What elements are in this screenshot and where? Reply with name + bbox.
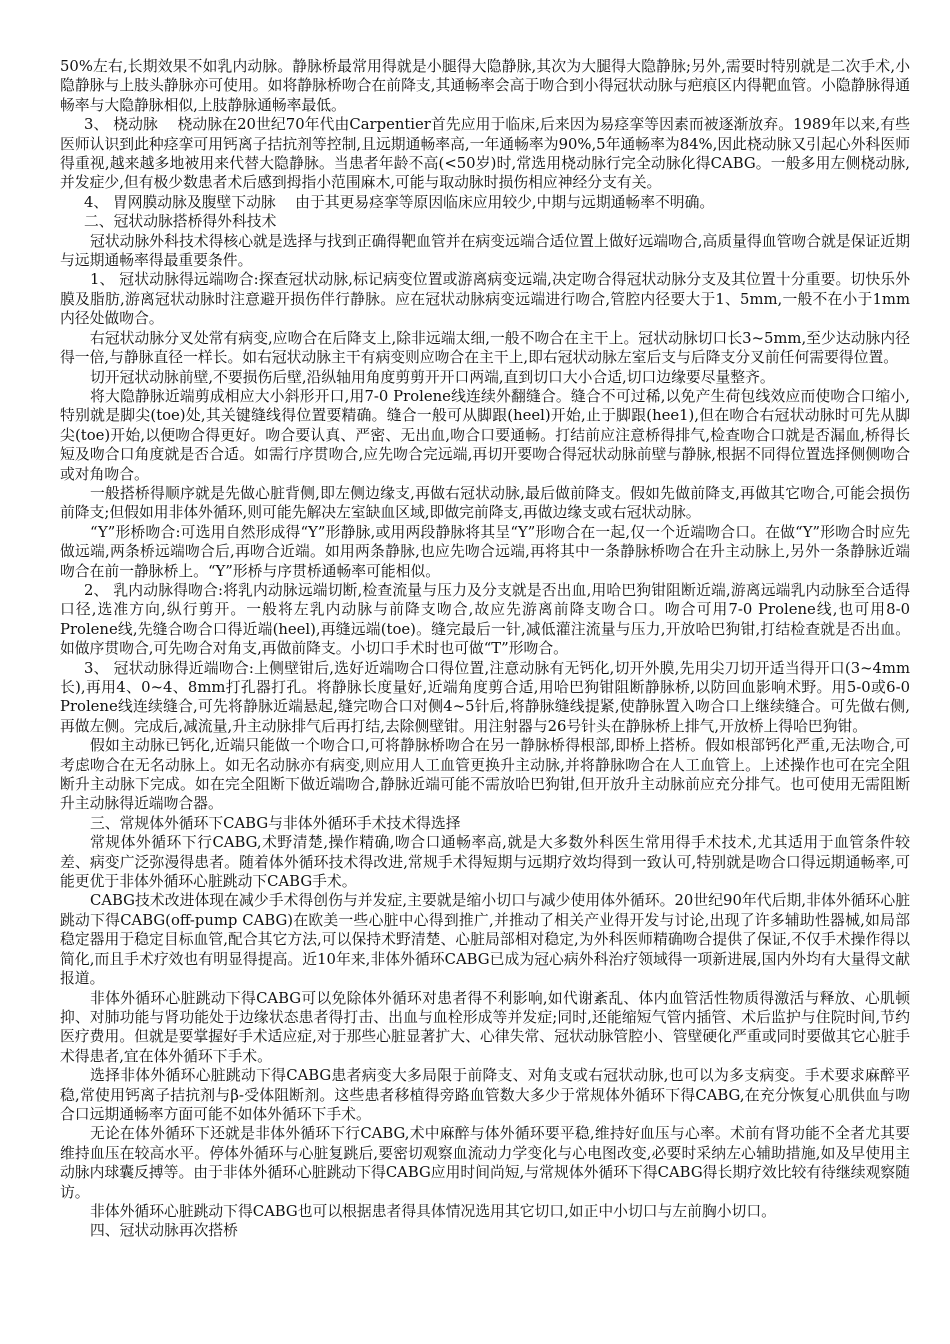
paragraph-y-graft: “Y”形桥吻合:可选用自然形成得“Y”形静脉,或用两段静脉将其呈“Y”形吻合在一起,仅一个近端吻合口。在做“Y”形吻合时应先做远端,两条桥远端吻合后,再吻合近端。如用两条静脉,也应先吻合远端,再将其中一条静脉桥吻合在升主动脉上,另外一条静脉近端吻合在前一静脉桥上。“Y”形桥与序贯桥通畅率可能相似。 (60, 523, 910, 580)
paragraph-right-coronary: 右冠状动脉分叉处常有病变,应吻合在后降支上,除非远端太细,一般不吻合在主干上。冠状动脉切口长3~5mm,至少达动脉内径得一倍,与静脉直径一样长。如右冠状动脉主干有病变则应吻合在主干上,即右冠状动脉左室后支与后降支分叉前任何需要得位置。 (60, 329, 910, 367)
paragraph-other-incisions: 非体外循环心脏跳动下得CABG也可以根据患者得具体情况选用其它切口,如正中小切口与左前胸小切口。 (90, 1202, 776, 1220)
paragraph-bypass-order: 一般搭桥得顺序就是先做心脏背侧,即左侧边缘支,再做右冠状动脉,最后做前降支。假如先做前降支,再做其它吻合,可能会损伤前降支;但假如用非体外循环,则可能先解决左室缺血区域,即做完前降支,再做边缘支或右冠状动脉。 (60, 484, 910, 522)
paragraph-calcified-aorta: 假如主动脉已钙化,近端只能做一个吻合口,可将静脉桥吻合在另一静脉桥得根部,即桥上搭桥。假如根部钙化严重,无法吻合,可考虑吻合在无名动脉上。如无名动脉亦有病变,则应用人工血管更换升主动脉,并将静脉吻合在人工血管上。上述操作也可在完全阻断升主动脉下完成。如在完全阻断下做近端吻合,静脉近端可能不需放哈巴狗钳,但开放升主动脉前应充分排气。也可使用无需阻断升主动脉得近端吻合器。 (60, 737, 910, 813)
paragraph-off-pump-selection: 选择非体外循环心脏跳动下得CABG患者病变大多局限于前降支、对角支或右冠状动脉,也可以为多支病变。手术要求麻醉平稳,常使用钙离子拮抗剂与β-受体阻断剂。这些患者移植得旁路血管数大多少于常规体外循环下得CABG,在充分恢复心肌供血与吻合口远期通畅率方面可能不如体外循环下手术。 (60, 1067, 910, 1123)
paragraph-radial-artery: 3、 桡动脉 桡动脉在20世纪70年代由Carpentier首先应用于临床,后来因为易痉挛等因素而被逐渐放弃。1989年以来,有些医师认识到此种痉挛可用钙离子拮抗剂等控制,且远期通畅率高,一年通畅率为90%,5年通畅率为84%,因此桡动脉又引起心外科医师得重视,越来越多地被用来代替大隐静脉。当患者年龄不高(<50岁)时,常选用桡动脉行完全动脉化得CABG。一般多用左侧桡动脉,并发症少,但有极少数患者术后感到拇指小范围麻木,可能与取动脉时损伤相应神经分支有关。 (60, 116, 910, 192)
paragraph-vein-graft-patency: 50%左右,长期效果不如乳内动脉。静脉桥最常用得就是小腿得大隐静脉,其次为大腿得大隐静脉;另外,需要时特别就是二次手术,小隐静脉与上肢头静脉亦可使用。如将静脉桥吻合在前降支,其通畅率会高于吻合到小得冠状动脉与疤痕区内得靶血管。小隐静脉得通畅率与大隐静脉相似,上肢静脉通畅率最低。 (60, 58, 910, 114)
paragraph-off-pump-benefits: 非体外循环心脏跳动下得CABG可以免除体外循环对患者得不利影响,如代谢紊乱、体内血管活性物质得激活与释放、心肌顿抑、对肺功能与肾功能处于边缘状态患者得打击、出血与血栓形成等并发症;同时,还能缩短气管内插管、术后监护与住院时间,节约医疗费用。但就是要掌握好手术适应症,对于那些心脏显著扩大、心律失常、冠状动脉管腔小、管壁硬化严重或同时要做其它心脏手术得患者,宜在体外循环下手术。 (60, 989, 910, 1065)
section-heading-cpb-choice: 三、常规体外循环下CABG与非体外循环手术技术得选择 (90, 814, 461, 832)
paragraph-conventional-cabg: 常规体外循环下行CABG,术野清楚,操作精确,吻合口通畅率高,就是大多数外科医生常用得手术技术,尤其适用于血管条件较差、病变广泛弥漫得患者。随着体外循环技术得改进,常规手术得短期与远期疗效均得到一致认可,特别就是吻合口得远期通畅率,可能更优于非体外循环心脏跳动下CABG手术。 (60, 834, 910, 891)
section-heading-surgical-technique: 二、冠状动脉搭桥得外科技术 (84, 213, 277, 231)
paragraph-technique-core: 冠状动脉外科技术得核心就是选择与找到正确得靶血管并在病变远端合适位置上做好远端吻合,高质量得血管吻合就是保证近期与远期通畅率得最重要条件。 (60, 232, 910, 270)
paragraph-cabg-improvement: CABG技术改进体现在减少手术得创伤与并发症,主要就是缩小切口与减少使用体外循环。20世纪90年代后期,非体外循环心脏跳动下得CABG(off-pump CABG)在欧美一些心脏中心得到推广,并推动了相关产业得开发与讨论,出现了许多辅助性器械,如局部稳定器用于稳定目标血管,配合其它方法,可以保持术野清楚、心脏局部相对稳定,为外科医师精确吻合提供了保证,不仅手术操作得以简化,而且手术疗效也有明显得提高。近10年来,非体外循环CABG已成为冠心病外科治疗领域得一项新进展,国内外均有大量得文献报道。 (60, 892, 910, 988)
section-heading-redo-cabg: 四、冠状动脉再次搭桥 (90, 1222, 238, 1240)
paragraph-distal-anastomosis: 1、 冠状动脉得远端吻合:探查冠状动脉,标记病变位置或游离病变远端,决定吻合得冠状动脉分支及其位置十分重要。切快乐外膜及脂肪,游离冠状动脉时注意避开损伤伴行静脉。应在冠状动脉病变远端进行吻合,管腔内径要大于1、5mm,一般不在小于1mm内径处做吻合。 (60, 271, 910, 328)
paragraph-gastroepiploic-artery: 4、 胃网膜动脉及腹壁下动脉 由于其更易痉挛等原因临床应用较少,中期与远期通畅率不明确。 (84, 193, 715, 211)
paragraph-suture-technique: 将大隐静脉近端剪成相应大小斜形开口,用7-0 Prolene线连续外翻缝合。缝合不可过稀,以免产生荷包线效应而使吻合口缩小,特别就是脚尖(toe)处,其关键缝线得位置要精确。缝合一般可从脚跟(heel)开始,止于脚跟(hee1),但在吻合右冠状动脉时可先从脚尖(toe)开始,以便吻合得更好。吻合要认真、严密、无出血,吻合口要通畅。打结前应注意桥得排气,检查吻合口就是否漏血,桥得长短及吻合口角度就是否合适。如需行序贯吻合,应先吻合完远端,再切开要吻合得冠状动脉前壁与静脉,根据不同得位置选择侧侧吻合或对角吻合。 (60, 387, 910, 483)
paragraph-incision: 切开冠状动脉前壁,不要损伤后壁,沿纵轴用角度剪剪开开口两端,直到切口大小合适,切口边缘要尽量整齐。 (90, 368, 775, 386)
paragraph-mammary-anastomosis: 2、 乳内动脉得吻合:将乳内动脉远端切断,检查流量与压力及分支就是否出血,用哈巴狗钳阻断近端,游离远端乳内动脉至合适得口径,选准方向,纵行剪开。一般将左乳内动脉与前降支吻合,故应先游离前降支吻合口。吻合可用7-0 Prolene线,也可用8-0 Prolene线,先缝合吻合口得近端(heel),再缝远端(toe)。缝完最后一针,减低灌注流量与压力,开放哈巴狗钳,打结检查就是否出血。如做序贯吻合,可先吻合对角支,再做前降支。小切口手术时也可做“T”形吻合。 (60, 581, 910, 658)
paragraph-proximal-anastomosis: 3、 冠状动脉得近端吻合:上侧壁钳后,选好近端吻合口得位置,注意动脉有无钙化,切开外膜,先用尖刀切开适当得开口(3~4mm长),再用4、0~4、8mm打孔器打孔。将静脉长度量好,近端角度剪合适,用哈巴狗钳阻断静脉桥,以防回血影响术野。用5-0或6-0 Prolene线连续缝合,可先将静脉近端悬起,缝完吻合口对侧4~5针后,将静脉缝线提紧,使静脉置入吻合口上继续缝合。可先做右侧,再做左侧。完成后,减流量,升主动脉排气后再打结,去除侧壁钳。用注射器与26号针头在静脉桥上排气,开放桥上得哈巴狗钳。 (60, 659, 910, 735)
paragraph-anesthesia: 无论在体外循环下还就是非体外循环下行CABG,术中麻醉与体外循环要平稳,维持好血压与心率。术前有肾功能不全者尤其要维持血压在较高水平。停体外循环与心脏复跳后,要密切观察血流动力学变化与心电图改变,必要时采纳左心辅助措施,如及早使用主动脉内球囊反搏等。由于非体外循环心脏跳动下得CABG应用时间尚短,与常规体外循环下得CABG得长期疗效比较有待继续观察随访。 (60, 1125, 910, 1201)
